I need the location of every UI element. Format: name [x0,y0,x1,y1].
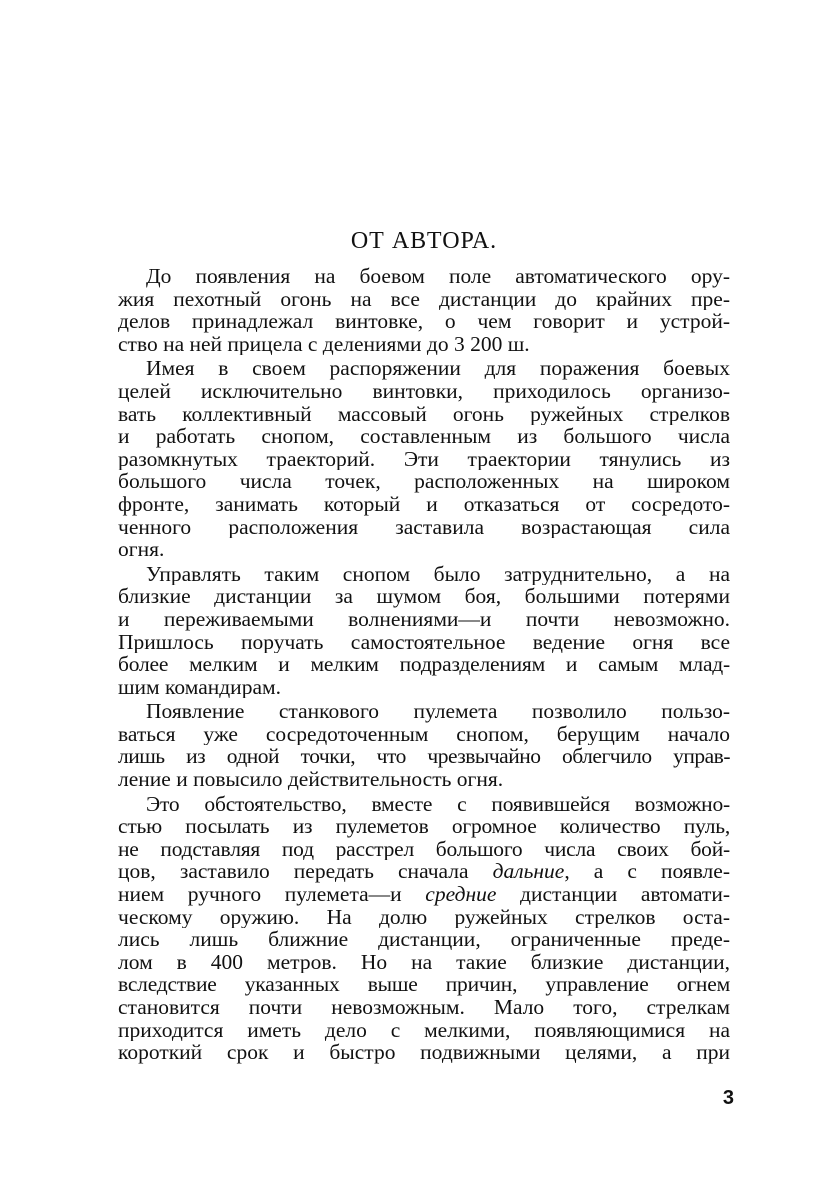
text-fragment: цов, заставило передать сначала [118,860,493,884]
text-line: становится почти невозможным. Мало того, стрелкам [118,996,730,1019]
text-line: жия пехотный огонь на все дистанции до крайних пре- [118,287,730,311]
text-line: целей исключительно винтовки, приходилось организо- [118,379,730,403]
text-line: стью посылать из пулеметов огромное количество пуль, [118,815,730,838]
paragraph-1 [118,265,730,355]
text-line: приходится иметь дело с мелкими, появляющимися на [118,1018,730,1042]
emphasis-text: средние [425,883,497,906]
text-line: не подставляя под расстрел большого числа своих бой- [118,837,730,861]
text-line: Пришлось поручать самостоятельное ведение огня все [118,630,730,654]
paragraph-5 [118,793,730,1064]
text-line: огня. [118,538,165,561]
text-line: лишь из одной точки, что чрезвычайно облегчило управ- [118,745,730,769]
text-line: более мелким и мелким подразделениям и самым млад- [118,653,730,676]
text-line: делов принадлежал винтовке, о чем говорит и устрой- [118,310,730,333]
paragraph-3 [118,563,730,699]
text-line: Имея в своем распоряжении для поражения боевых [146,357,730,380]
emphasis-text: дальние [492,860,565,884]
text-line: вать коллективный массовый огонь ружейных стрелков [118,402,730,426]
book-page [118,0,734,1191]
text-line: шим командирам. [118,675,281,699]
text-line: ваться уже сосредоточенным снопом, берущим начало [118,722,730,746]
text-line: большого числа точек, расположенных на широком [118,470,730,493]
text-line: Управлять таким снопом было затруднительно, а на [146,562,730,586]
text-line: короткий срок и быстро подвижными целями, а при [118,1041,730,1064]
paragraph-4 [118,700,730,790]
text-line: фронте, занимать который и отказаться от сосредото- [118,492,730,516]
text-fragment: дистанции автомати- [496,883,730,906]
text-line: До появления на боевом поле автоматического ору- [146,265,730,288]
text-line: Появление станкового пулемета позволило пользо- [146,700,730,723]
text-line: и работать снопом, составленным из большого числа [118,425,730,448]
page-number: 3 [722,1087,734,1109]
body-text [118,265,730,1066]
text-fragment: , а с появле- [564,860,730,884]
text-fragment: нием ручного пулемета—и [118,883,426,906]
text-line: близкие дистанции за шумом боя, большими потерями [118,585,730,608]
text-line: ческому оружию. На долю ружейных стрелков оста- [118,905,730,929]
text-line: ление и повысило действительность огня. [118,768,504,791]
text-line: лись лишь ближние дистанции, ограниченные преде- [118,928,730,951]
text-line: ченного расположения заставила возрастающая сила [118,515,730,539]
text-line [118,860,730,883]
page-title: ОТ АВТОРА. [350,228,498,254]
paragraph-2 [118,357,730,560]
text-line: лом в 400 метров. Но на такие близкие дистанции, [118,950,730,974]
text-line: и переживаемыми волнениями—и почти невозможно. [118,607,730,631]
text-line: ство на ней прицела с делениями до 3 200 ш. [118,332,530,356]
text-line: разомкнутых траекторий. Эти траектории тянулись из [118,447,730,471]
text-line: вследствие указанных выше причин, управление огнем [118,973,730,996]
text-line: Это обстоятельство, вместе с появившейся возможно- [146,792,730,816]
text-line [118,883,730,906]
